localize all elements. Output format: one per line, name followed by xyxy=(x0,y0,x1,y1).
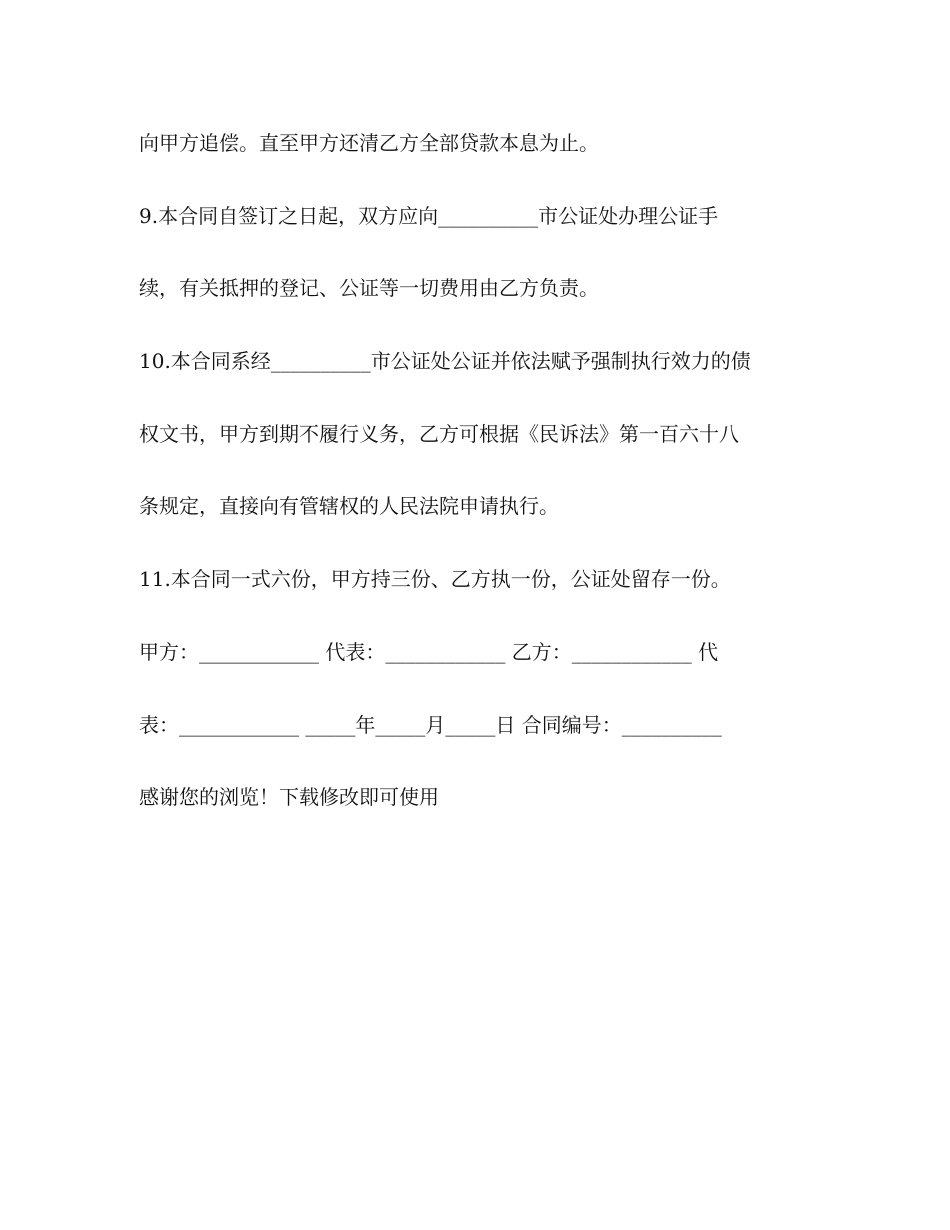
paragraph-line-1: 向甲方追偿。直至甲方还清乙方全部贷款本息为止。 xyxy=(139,131,599,155)
closing-note: 感谢您的浏览！下载修改即可使用 xyxy=(139,785,439,809)
signature-line-2: 表：____________ _____年_____月_____日 合同编号：__________ xyxy=(139,713,722,737)
paragraph-line-6: 条规定，直接向有管辖权的人民法院申请执行。 xyxy=(139,494,559,518)
paragraph-line-5: 权文书，甲方到期不履行义务，乙方可根据《民诉法》第一百六十八 xyxy=(139,422,739,446)
paragraph-line-2: 9.本合同自签订之日起，双方应向__________市公证处办理公证手 xyxy=(139,204,719,228)
paragraph-line-7: 11.本合同一式六份，甲方持三份、乙方执一份，公证处留存一份。 xyxy=(139,567,731,591)
paragraph-line-3: 续，有关抵押的登记、公证等一切费用由乙方负责。 xyxy=(139,276,599,300)
paragraph-line-4: 10.本合同系经__________市公证处公证并依法赋予强制执行效力的债 xyxy=(139,349,751,373)
signature-line-1: 甲方：____________ 代表：____________ 乙方：____________ 代 xyxy=(139,640,719,664)
